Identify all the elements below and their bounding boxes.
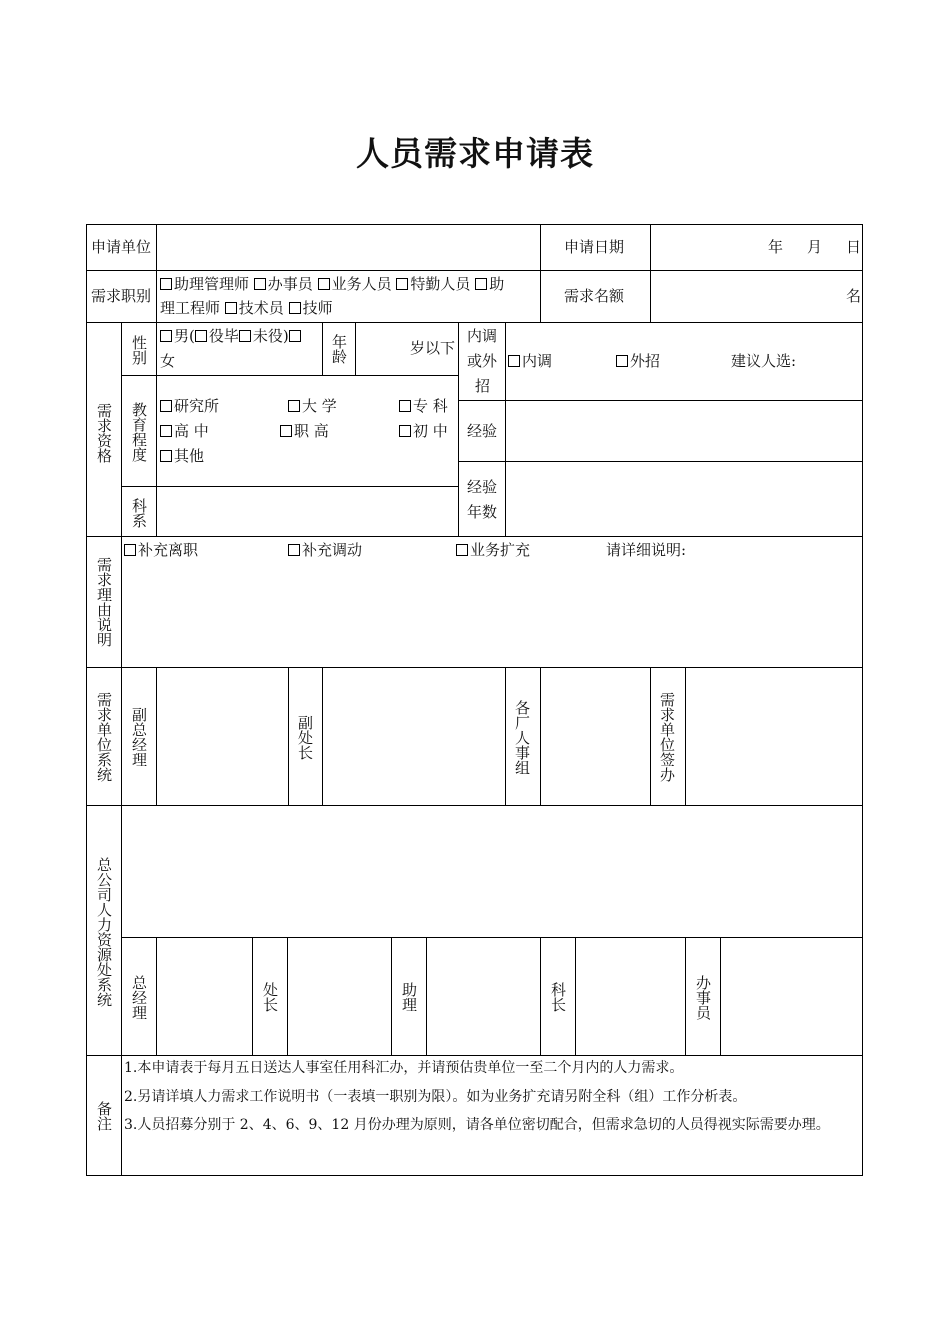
- checkbox[interactable]: [289, 302, 301, 314]
- factory-hr-label: 各厂人事组: [513, 699, 531, 775]
- positions-line-2: [160, 296, 333, 321]
- clerk-label: 办事员: [694, 974, 712, 1020]
- edu-option-label: 大 学: [302, 397, 337, 415]
- applicant-unit-label: 申请单位: [91, 238, 152, 256]
- row-divider: [121, 486, 458, 487]
- applicant-unit-field[interactable]: [162, 235, 532, 260]
- remark-line: 3.人员招募分别于 2、4、6、9、12 月份办理为原则，请各单位密切配合，但需求急切的人员得视实际需要办理。: [124, 1117, 830, 1133]
- checkbox[interactable]: [616, 355, 628, 367]
- position-option: 理工程师: [160, 299, 221, 317]
- row-divider: [86, 322, 863, 323]
- col-divider: [505, 322, 506, 536]
- checkbox[interactable]: [160, 450, 172, 462]
- checkbox[interactable]: [318, 278, 330, 290]
- edu-option-label: 职 高: [294, 422, 329, 440]
- gm-label: 总经理: [130, 974, 148, 1020]
- col-divider: [355, 322, 356, 375]
- deputy-director-label: 副处长: [296, 714, 314, 760]
- col-divider: [540, 667, 541, 805]
- remark-line: 1.本申请表于每月五日送达人事室任用科汇办，并请预估贵单位一至二个月内的人力需求。: [124, 1060, 684, 1076]
- positions-line-1: [160, 272, 504, 297]
- recruit-external: 外招: [630, 352, 661, 370]
- col-divider: [720, 937, 721, 1055]
- assistant-label: 助理: [400, 982, 418, 1012]
- gender-served: 役毕: [208, 327, 239, 345]
- checkbox[interactable]: [288, 544, 300, 556]
- col-divider: [252, 937, 253, 1055]
- checkbox[interactable]: [280, 425, 292, 437]
- col-divider: [426, 937, 427, 1055]
- row-divider: [458, 461, 863, 462]
- checkbox[interactable]: [475, 278, 487, 290]
- row-divider: [121, 937, 863, 938]
- date-month: 月: [807, 238, 823, 256]
- form-title: 人员需求申请表: [356, 134, 594, 173]
- checkbox[interactable]: [289, 330, 301, 342]
- gender-options-line-1: [160, 324, 303, 349]
- checkbox[interactable]: [396, 278, 408, 290]
- checkbox[interactable]: [225, 302, 237, 314]
- vice-gm-label: 副总经理: [130, 707, 148, 767]
- unit-signoff-section-label: 需求单位系统: [95, 692, 113, 782]
- col-divider: [685, 937, 686, 1055]
- checkbox[interactable]: [456, 544, 468, 556]
- gender-label: 性别: [130, 335, 148, 365]
- col-divider: [287, 937, 288, 1055]
- age-suffix: 岁以下: [410, 339, 456, 357]
- edu-option: [288, 394, 337, 419]
- date-year: 年: [768, 238, 784, 256]
- checkbox[interactable]: [160, 278, 172, 290]
- experience-years-label: 经验: [467, 478, 498, 496]
- checkbox[interactable]: [160, 330, 172, 342]
- row-divider: [458, 400, 863, 401]
- col-divider: [322, 667, 323, 805]
- edu-option-label: 研究所: [174, 397, 220, 415]
- date-day: 日: [846, 238, 862, 256]
- edu-option-label: 专 科: [413, 397, 448, 415]
- suggested-candidate-label: 建议人选:: [731, 352, 797, 370]
- row-divider: [86, 270, 863, 271]
- col-divider: [505, 667, 506, 805]
- checkbox[interactable]: [160, 425, 172, 437]
- recruit-external-option: [616, 349, 660, 374]
- recruit-label: 招: [475, 377, 491, 395]
- position-label: 需求职别: [91, 287, 152, 305]
- position-option: 助理管理师: [174, 275, 250, 293]
- col-divider: [391, 937, 392, 1055]
- row-divider: [86, 1055, 863, 1056]
- checkbox[interactable]: [254, 278, 266, 290]
- unit-sign-label: 需求单位签办: [658, 692, 676, 782]
- checkbox[interactable]: [399, 400, 411, 412]
- reason-option-label: 补充调动: [302, 541, 363, 559]
- recruit-label: 或外: [467, 352, 498, 370]
- remark-line: 2.另请详填人力需求工作说明书（一表填一职别为限）。如为业务扩充请另附全科（组）工作分析表。: [124, 1089, 747, 1105]
- experience-label: 经验: [467, 422, 498, 440]
- col-divider: [156, 224, 157, 322]
- edu-option: [160, 444, 204, 469]
- quota-label: 需求名额: [564, 287, 625, 305]
- application-date-label: 申请日期: [564, 238, 625, 256]
- reason-option-label: 补充离职: [138, 541, 199, 559]
- education-label: 教育程度: [130, 402, 148, 462]
- checkbox[interactable]: [195, 330, 207, 342]
- gender-female: 女: [160, 352, 176, 370]
- edu-option: [160, 419, 209, 444]
- quota-unit: 名: [846, 287, 862, 305]
- recruit-label: 内调: [467, 327, 498, 345]
- checkbox[interactable]: [288, 400, 300, 412]
- col-divider: [322, 322, 323, 375]
- checkbox[interactable]: [160, 400, 172, 412]
- row-divider: [86, 805, 863, 806]
- row-divider: [86, 536, 863, 537]
- recruit-internal: 内调: [522, 352, 553, 370]
- col-divider: [540, 224, 541, 322]
- reason-section-label: 需求理由说明: [95, 557, 113, 647]
- checkbox[interactable]: [508, 355, 520, 367]
- section-chief-label: 科长: [549, 982, 567, 1012]
- gender-male: 男(: [174, 327, 195, 345]
- remarks-label: 备注: [95, 1101, 113, 1131]
- col-divider: [575, 937, 576, 1055]
- col-divider: [121, 322, 122, 1067]
- edu-option-label: 初 中: [413, 422, 448, 440]
- age-label: 年龄: [330, 334, 348, 364]
- checkbox[interactable]: [399, 425, 411, 437]
- col-divider: [540, 937, 541, 1055]
- position-option: 业务人员: [331, 275, 392, 293]
- edu-option-label: 其他: [174, 447, 205, 465]
- edu-option: [399, 419, 448, 444]
- position-option: 助: [489, 275, 505, 293]
- col-divider: [288, 667, 289, 805]
- experience-years-label: 年数: [467, 503, 498, 521]
- position-option: 技师: [302, 299, 333, 317]
- edu-option: [280, 419, 329, 444]
- col-divider: [121, 1055, 122, 1176]
- gender-not-served: 未役): [252, 327, 289, 345]
- hr-signoff-section-label: 总公司人力资源处系统: [95, 857, 113, 1007]
- col-divider: [458, 322, 459, 536]
- row-divider: [86, 667, 863, 668]
- reason-detail-label: 请详细说明:: [606, 541, 687, 559]
- reason-option: [124, 538, 198, 563]
- recruit-internal-option: [508, 349, 552, 374]
- col-divider: [650, 667, 651, 805]
- director-label: 处长: [261, 982, 279, 1012]
- row-divider: [121, 375, 458, 376]
- position-option: 技术员: [238, 299, 284, 317]
- reason-option-label: 业务扩充: [470, 541, 531, 559]
- edu-option: [160, 394, 219, 419]
- col-divider: [156, 322, 157, 536]
- checkbox[interactable]: [124, 544, 136, 556]
- position-option: 特勤人员: [410, 275, 471, 293]
- checkbox[interactable]: [239, 330, 251, 342]
- col-divider: [156, 937, 157, 1055]
- col-divider: [156, 667, 157, 805]
- col-divider: [685, 667, 686, 805]
- position-option: 办事员: [267, 275, 313, 293]
- qualification-section-label: 需求资格: [95, 403, 113, 463]
- department-label: 科系: [130, 498, 148, 528]
- edu-option-label: 高 中: [174, 422, 209, 440]
- edu-option: [399, 394, 448, 419]
- reason-option: [288, 538, 362, 563]
- reason-option: [456, 538, 530, 563]
- col-divider: [650, 224, 651, 322]
